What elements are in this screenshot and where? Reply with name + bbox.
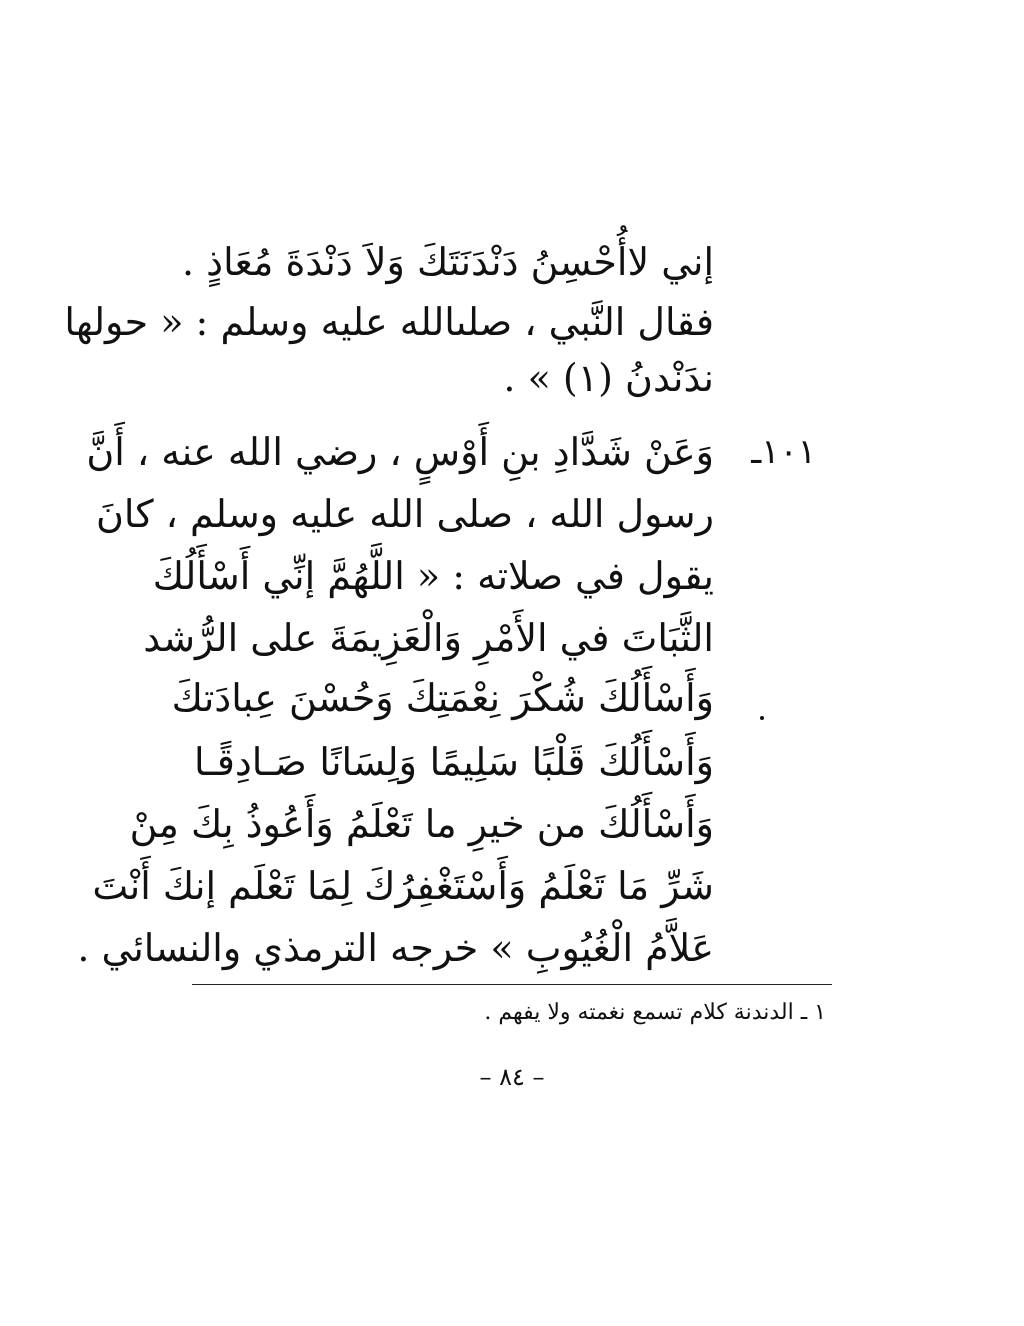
footnote-text: ١ ـ الدندنة كلام تسمع نغمته ولا يفهم .: [484, 1000, 826, 1025]
hadith-line-1: وَعَنْ شَدَّادِ بنِ أَوْسٍ ، رضي الله عنه ، أَنَّ: [86, 430, 714, 474]
hadith-line-3: يقول في صلاته : « اللَّهُمَّ إنِّي أَسْأَلُكَ: [152, 554, 714, 598]
text-line-2: فقال النَّبي ، صلىالله عليه وسلم : « حولها: [64, 300, 714, 344]
hadith-number: ١٠١ـ: [751, 432, 816, 472]
hadith-line-8: شَرِّ مَا تَعْلَمُ وَأَسْتَغْفِرُكَ لِمَا تَعْلَم إنكَ أَنْتَ: [92, 864, 714, 908]
footnote-divider: [192, 984, 832, 985]
scan-speck: [760, 716, 764, 720]
page-number: – ٨٤ –: [479, 1063, 545, 1091]
hadith-line-5: وَأَسْأَلُكَ شُكْرَ نِعْمَتِكَ وَحُسْنَ عِبادَتكَ: [171, 676, 714, 720]
hadith-line-6: وَأَسْأَلُكَ قَلْبًا سَلِيمًا وَلِسَانًا صَـادِقًـا: [194, 740, 714, 784]
text-line-3: ندَنْدنُ (١) » .: [503, 356, 714, 400]
text-line-1: إني لاأُحْسِنُ دَنْدَنَتَكَ وَلاَ دَنْدَةَ مُعَاذٍ .: [182, 240, 714, 284]
hadith-line-9: عَلاَّمُ الْغُيُوبِ » خرجه الترمذي والنسائي .: [77, 926, 714, 970]
hadith-line-4: الثَّبَاتَ في الأَمْرِ وَالْعَزِيمَةَ على الرُّشد: [143, 616, 714, 660]
hadith-line-2: رسول الله ، صلى الله عليه وسلم ، كانَ: [95, 492, 714, 536]
hadith-line-7: وَأَسْأَلُكَ من خيرِ ما تَعْلَمُ وَأَعُوذُ بِكَ مِنْ: [129, 802, 714, 846]
